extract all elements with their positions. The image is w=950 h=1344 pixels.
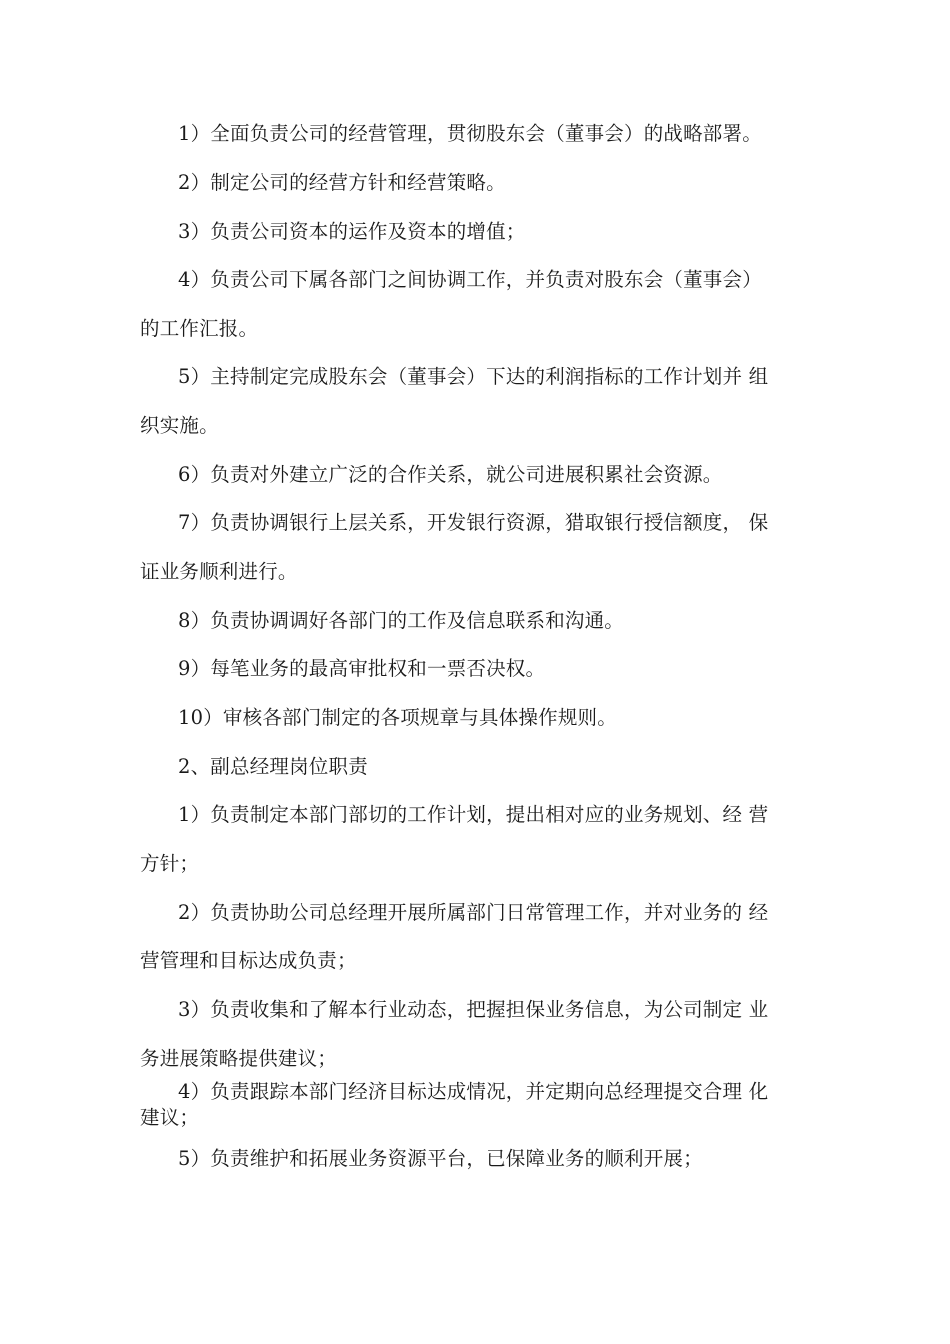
- paragraph-3-line-1: 3）负责公司资本的运作及资本的增值；: [178, 220, 526, 243]
- duty-5-line-1: 5）负责维护和拓展业务资源平台，已保障业务的顺利开展；: [178, 1147, 703, 1170]
- section-heading: 2、副总经理岗位职责: [178, 755, 368, 778]
- duty-3-line-1: 3）负责收集和了解本行业动态，把握担保业务信息，为公司制定 业: [178, 998, 769, 1021]
- paragraph-6-line-1: 6）负责对外建立广泛的合作关系，就公司进展积累社会资源。: [178, 463, 723, 486]
- paragraph-7-line-1: 7）负责协调银行上层关系，开发银行资源，猎取银行授信额度， 保: [178, 511, 769, 534]
- paragraph-8-line-1: 8）负责协调调好各部门的工作及信息联系和沟通。: [178, 609, 625, 632]
- paragraph-10-line-1: 10）审核各部门制定的各项规章与具体操作规则。: [178, 706, 617, 729]
- paragraph-5-line-1: 5）主持制定完成股东会（董事会）下达的利润指标的工作计划并 组: [178, 365, 769, 388]
- paragraph-4-line-1: 4）负责公司下属各部门之间协调工作，并负责对股东会（董事会）: [178, 268, 762, 291]
- paragraph-9-line-1: 9）每笔业务的最高审批权和一票否决权。: [178, 657, 546, 680]
- paragraph-7-line-2: 证业务顺利进行。: [140, 560, 298, 583]
- paragraph-5-line-2: 织实施。: [140, 414, 219, 437]
- duty-3-line-2: 务进展策略提供建议；: [140, 1047, 338, 1070]
- duty-1-line-2: 方针；: [140, 852, 200, 875]
- paragraph-1-line-1: 1）全面负责公司的经营管理，贯彻股东会（董事会）的战略部署。: [178, 122, 762, 145]
- duty-2-line-1: 2）负责协助公司总经理开展所属部门日常管理工作，并对业务的 经: [178, 901, 769, 924]
- duty-2-line-2: 营管理和目标达成负责；: [140, 949, 357, 972]
- duty-4-line-2: 建议；: [140, 1106, 200, 1129]
- duty-1-line-1: 1）负责制定本部门部切的工作计划，提出相对应的业务规划、经 营: [178, 803, 769, 826]
- paragraph-2-line-1: 2）制定公司的经营方针和经营策略。: [178, 171, 506, 194]
- paragraph-4-line-2: 的工作汇报。: [140, 317, 259, 340]
- duty-4-line-1: 4）负责跟踪本部门经济目标达成情况，并定期向总经理提交合理 化: [178, 1080, 769, 1103]
